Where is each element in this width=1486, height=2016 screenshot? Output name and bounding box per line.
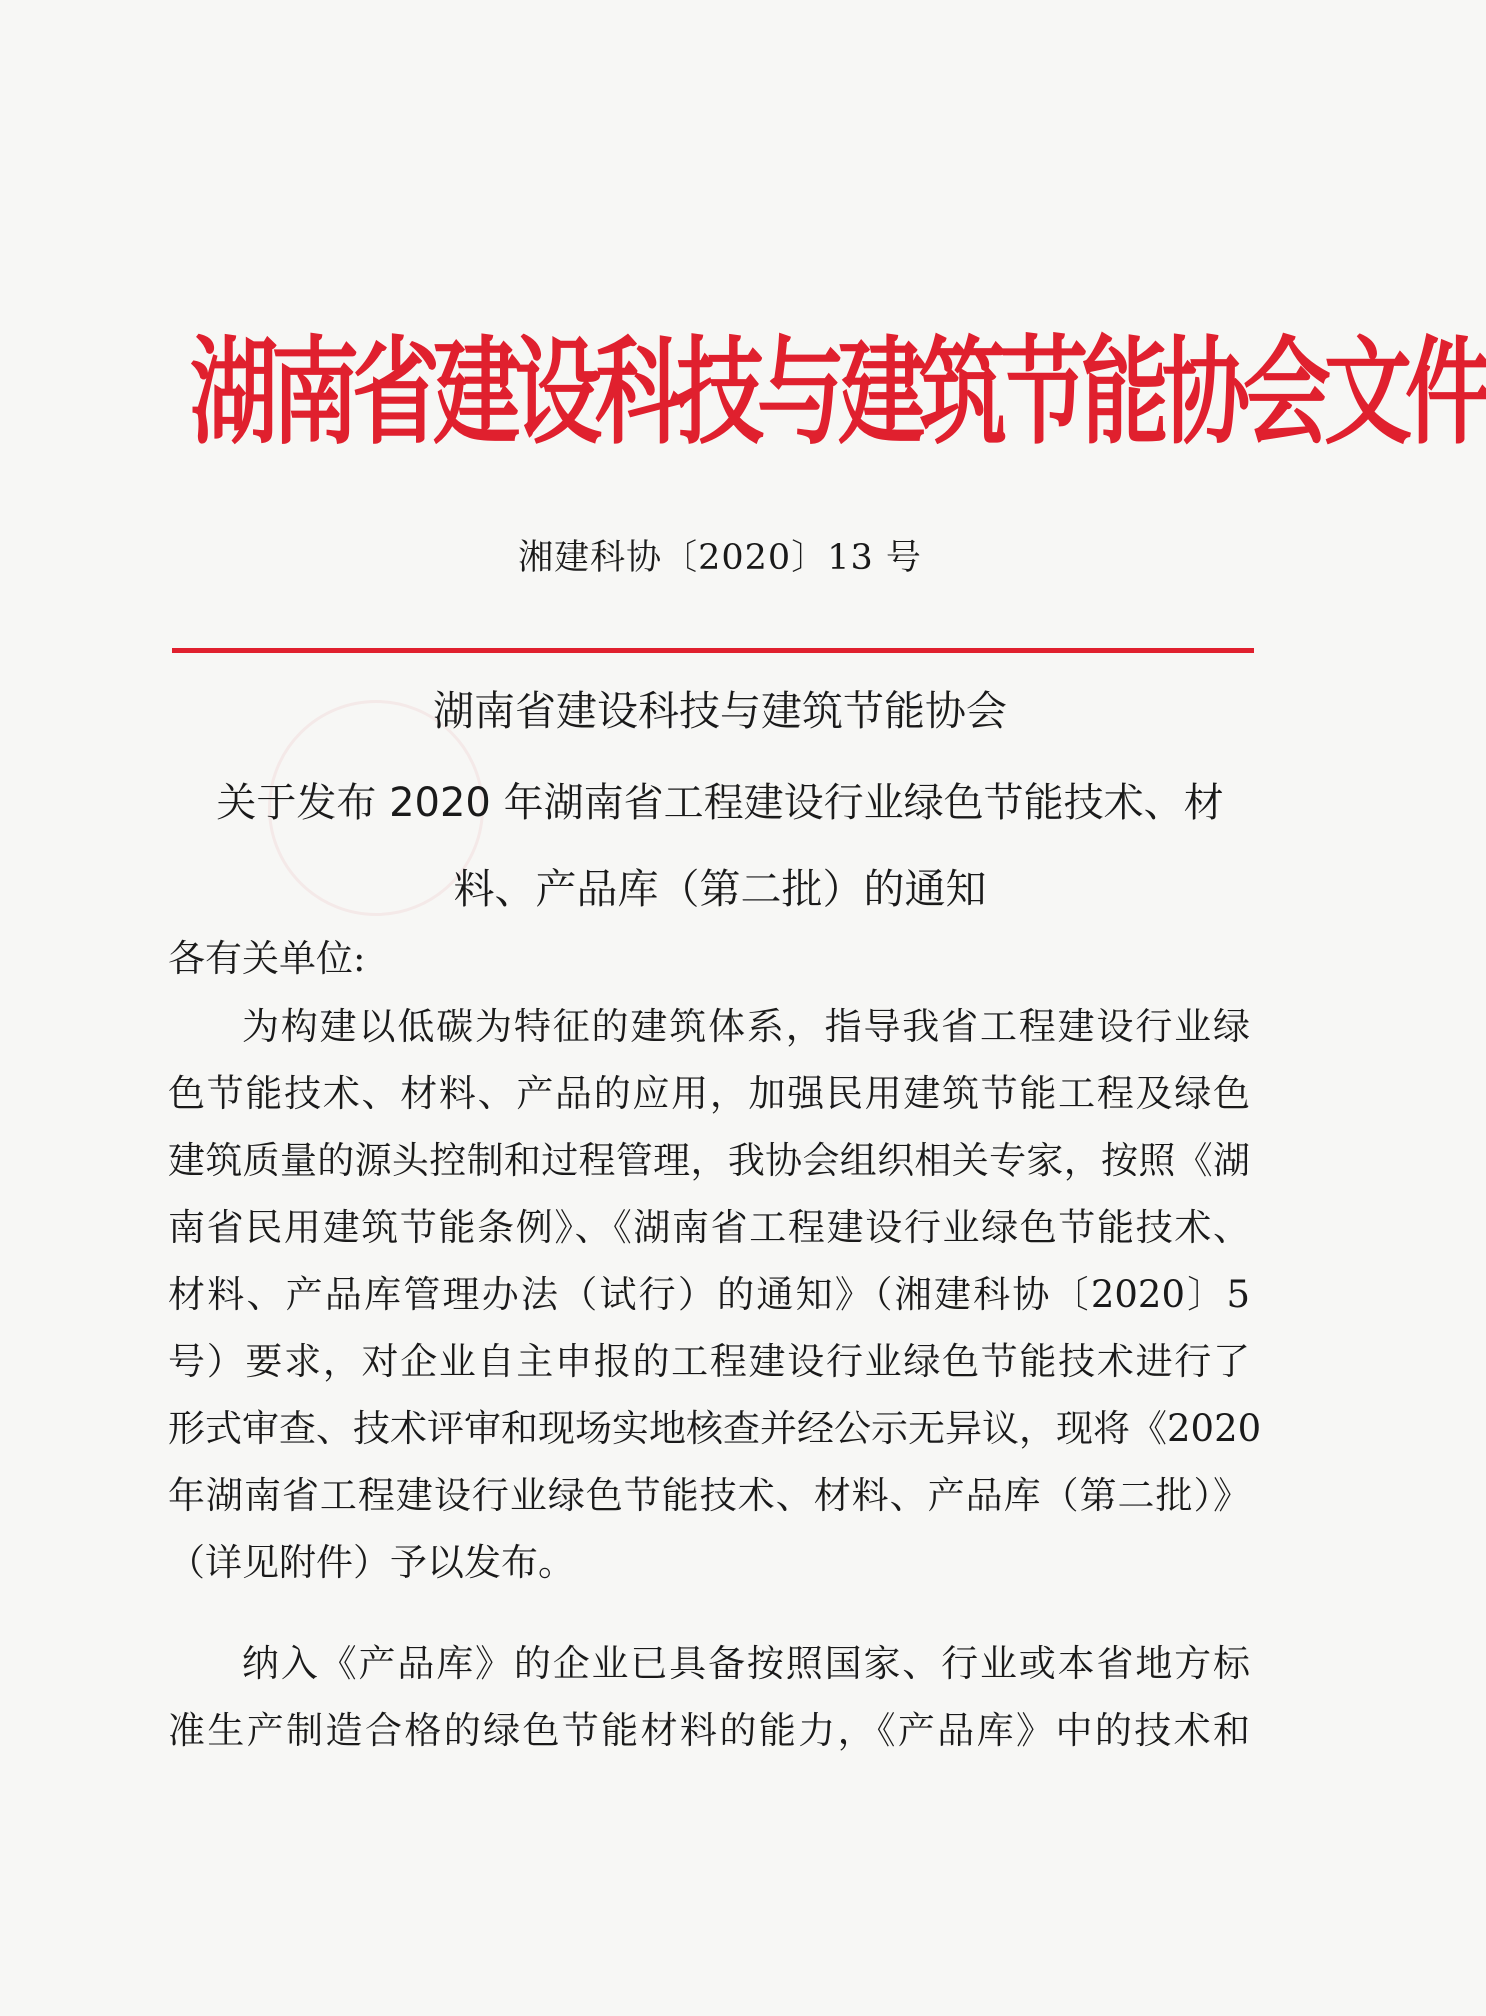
body-line: 材料、产品库管理办法（试行）的通知》（湘建科协〔2020〕5	[168, 1273, 1250, 1316]
body-line: 纳入《产品库》的企业已具备按照国家、行业或本省地方标	[242, 1642, 1250, 1685]
salutation: 各有关单位:	[168, 937, 366, 980]
org-red-header: 湖南省建设科技与建筑节能协会文件	[190, 324, 1486, 461]
title-line-1: 湖南省建设科技与建筑节能协会	[433, 687, 1007, 735]
body-line: 南省民用建筑节能条例》、《湖南省工程建设行业绿色节能技术、	[168, 1206, 1250, 1249]
body-line: 号）要求，对企业自主申报的工程建设行业绿色节能技术进行了	[168, 1340, 1250, 1383]
title-line-2: 关于发布 2020 年湖南省工程建设行业绿色节能技术、材	[216, 780, 1224, 826]
body-line: 准生产制造合格的绿色节能材料的能力，《产品库》中的技术和	[168, 1709, 1250, 1752]
red-divider-line	[172, 648, 1254, 653]
body-line: 为构建以低碳为特征的建筑体系，指导我省工程建设行业绿	[242, 1005, 1250, 1048]
body-line: 形式审查、技术评审和现场实地核查并经公示无异议，现将《2020	[168, 1407, 1262, 1450]
body-line: 年湖南省工程建设行业绿色节能技术、材料、产品库（第二批）》	[168, 1474, 1250, 1517]
body-line: 建筑质量的源头控制和过程管理，我协会组织相关专家，按照《湖	[168, 1139, 1250, 1182]
title-line-3: 料、产品库（第二批）的通知	[453, 865, 987, 913]
document-number: 湘建科协〔2020〕13 号	[518, 538, 922, 578]
body-line: （详见附件）予以发布。	[168, 1541, 575, 1584]
body-line: 色节能技术、材料、产品的应用，加强民用建筑节能工程及绿色	[168, 1072, 1250, 1115]
